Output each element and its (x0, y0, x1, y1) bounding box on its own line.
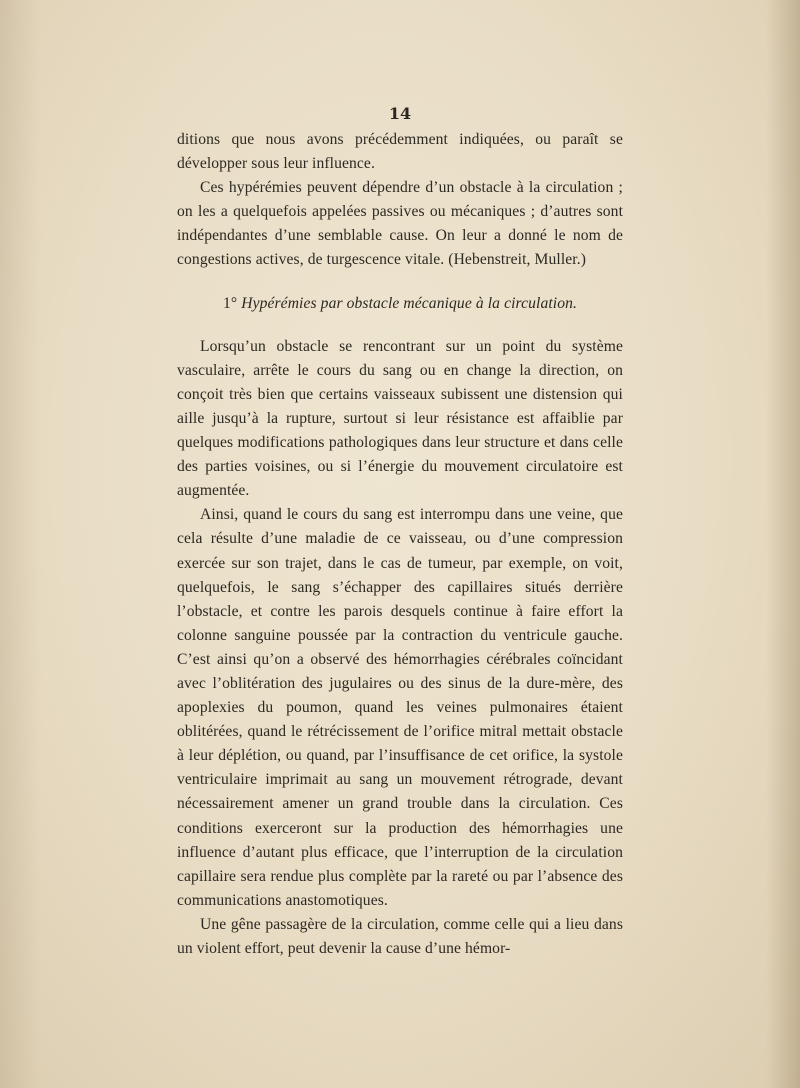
page-shadow-left (0, 0, 40, 1088)
paragraph-hyperemies: Ces hypérémies peuvent dépendre d’un obstacle à la circulation ; on les a quelquefois appelées passives ou mécaniques ; d’autres sont indépendantes d’une semblable cause. On leur a donné le nom de congestions actives, de turgescence vitale. (Hebenstreit, Muller.) (177, 179, 623, 269)
body-text (177, 128, 623, 961)
paragraph-obstacle: Lorsqu’un obstacle se rencontrant sur un point du système vasculaire, arrête le cours du sang ou en change la direction, on conçoit très bien que certains vaisseaux subissent une distension qui aille jusqu’à la rupture, surtout si leur résistance est affaiblie par quelques modifications pathologiques dans leur structure et dans celle des parties voisines, ou si l’énergie du mouvement circulatoire est augmentée. (177, 337, 623, 500)
section-heading-title: Hypérémies par obstacle mécanique à la circulation. (241, 294, 578, 312)
page-shadow-right (766, 0, 800, 1088)
paragraph-gene: Une gêne passagère de la circulation, comme celle qui a lieu dans un violent effort, peut devenir la cause d’une hémor- (177, 915, 623, 957)
section-heading-number: 1° (222, 294, 238, 312)
section-heading (177, 292, 623, 316)
paragraph-continuation: ditions que nous avons précédemment indiquées, ou paraît se développer sous leur influence. (177, 131, 623, 173)
page-number: 14 (388, 104, 412, 123)
paragraph-ainsi: Ainsi, quand le cours du sang est interrompu dans une veine, que cela résulte d’une maladie de ce vaisseau, ou d’une compression exercée sur son trajet, dans le cas de tumeur, par exemple, on voit, quelquefois, le sang s’échapper des capillaires situés derrière l’obstacle, et contre les parois desquels continue à faire effort la colonne sanguine poussée par la contraction du ventricule gauche. C’est ainsi qu’on a observé des hémorrhagies cérébrales coïncidant avec l’oblitération des jugulaires ou des sinus de la dure-mère, des apoplexies du poumon, quand les veines pulmonaires étaient oblitérées, quand le rétrécissement de l’orifice mitral mettait obstacle à leur déplétion, ou quand, par l’insuffisance de cet orifice, la systole ventriculaire imprimait au sang un mouvement rétrograde, devant nécessairement amener un grand trouble dans la circulation. Ces conditions exerceront sur la production des hémorrhagies une influence d’autant plus efficace, que l’interruption de la circulation capillaire sera rendue plus complète par la rareté ou par l’absence des communications anastomotiques. (177, 506, 623, 909)
